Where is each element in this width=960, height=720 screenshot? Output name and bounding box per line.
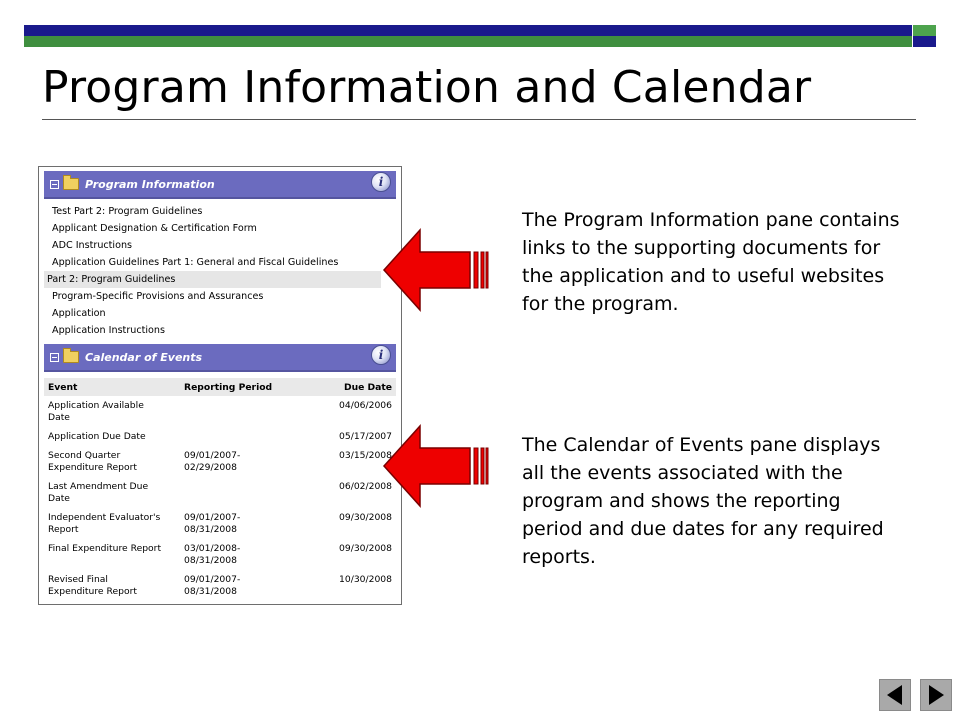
program-link[interactable]: Application Guidelines Part 1: General and Fiscal Guidelines bbox=[52, 257, 339, 268]
collapse-icon[interactable] bbox=[50, 180, 59, 189]
info-icon[interactable]: i bbox=[371, 172, 391, 192]
col-due-date: Due Date bbox=[306, 378, 396, 396]
event-cell: Independent Evaluator's Report bbox=[48, 512, 161, 535]
program-info-links bbox=[39, 203, 401, 339]
due-cell: 09/30/2008 bbox=[339, 543, 392, 554]
triangle-left-icon bbox=[880, 680, 910, 710]
table-row bbox=[44, 570, 396, 601]
program-link[interactable]: Program-Specific Provisions and Assurances bbox=[52, 291, 264, 302]
arrow-left-icon-program-info bbox=[382, 228, 492, 312]
due-cell: 03/15/2008 bbox=[339, 450, 392, 461]
calendar-title: Calendar of Events bbox=[85, 350, 203, 364]
due-cell: 10/30/2008 bbox=[339, 574, 392, 585]
period-cell: 09/01/2007- 08/31/2008 bbox=[184, 574, 241, 597]
due-cell: 06/02/2008 bbox=[339, 481, 392, 492]
slide-title: Program Information and Calendar bbox=[42, 62, 812, 113]
table-row bbox=[44, 539, 396, 570]
bar-green bbox=[24, 36, 912, 47]
event-cell: Application Due Date bbox=[48, 431, 146, 442]
folder-icon bbox=[63, 351, 79, 363]
program-link[interactable]: Applicant Designation & Certification Form bbox=[52, 223, 257, 234]
triangle-right-icon bbox=[921, 680, 951, 710]
events-table bbox=[44, 378, 396, 601]
col-event: Event bbox=[44, 378, 180, 396]
due-cell: 04/06/2006 bbox=[339, 400, 392, 411]
table-row bbox=[44, 446, 396, 477]
calendar-description: The Calendar of Events pane displays all the events associated with the program and shows the reporting period and due dates for any required reports. bbox=[522, 434, 884, 568]
top-decorative-bar bbox=[24, 25, 936, 47]
program-link[interactable]: ADC Instructions bbox=[52, 240, 133, 251]
event-cell: Revised Final Expenditure Report bbox=[48, 574, 137, 597]
program-info-title: Program Information bbox=[85, 177, 215, 191]
table-row bbox=[44, 396, 396, 427]
program-link[interactable]: Application bbox=[52, 308, 106, 319]
table-row bbox=[44, 477, 396, 508]
period-cell bbox=[180, 477, 306, 508]
bar-square-dark bbox=[913, 36, 936, 47]
program-link-highlighted[interactable]: Part 2: Program Guidelines bbox=[44, 271, 381, 288]
table-row bbox=[44, 508, 396, 539]
calendar-header[interactable] bbox=[44, 344, 396, 372]
info-icon[interactable]: i bbox=[371, 345, 391, 365]
events-header-row bbox=[44, 378, 396, 396]
bar-square-light bbox=[913, 25, 936, 36]
program-info-header[interactable] bbox=[44, 171, 396, 199]
event-cell: Application Available Date bbox=[48, 400, 144, 423]
period-cell: 09/01/2007- 08/31/2008 bbox=[184, 512, 241, 535]
period-cell bbox=[180, 396, 306, 427]
screenshot-panel bbox=[38, 166, 402, 605]
title-underline bbox=[42, 119, 916, 120]
event-cell: Last Amendment Due Date bbox=[48, 481, 149, 504]
bar-dark bbox=[24, 25, 912, 36]
program-link[interactable]: Test Part 2: Program Guidelines bbox=[52, 206, 203, 217]
table-row bbox=[44, 427, 396, 446]
event-cell: Second Quarter Expenditure Report bbox=[48, 450, 137, 473]
period-cell bbox=[180, 427, 306, 446]
folder-icon bbox=[63, 178, 79, 190]
col-reporting-period: Reporting Period bbox=[180, 378, 306, 396]
event-cell: Final Expenditure Report bbox=[48, 543, 162, 554]
due-cell: 05/17/2007 bbox=[339, 431, 392, 442]
program-link[interactable]: Application Instructions bbox=[52, 325, 165, 336]
arrow-left-icon-calendar bbox=[382, 424, 492, 508]
due-cell: 09/30/2008 bbox=[339, 512, 392, 523]
next-slide-button[interactable] bbox=[920, 679, 952, 711]
previous-slide-button[interactable] bbox=[879, 679, 911, 711]
collapse-icon[interactable] bbox=[50, 353, 59, 362]
period-cell: 09/01/2007- 02/29/2008 bbox=[184, 450, 241, 473]
program-info-description: The Program Information pane contains links to the supporting documents for the application and to useful websites for the program. bbox=[522, 209, 900, 315]
period-cell: 03/01/2008- 08/31/2008 bbox=[184, 543, 241, 566]
